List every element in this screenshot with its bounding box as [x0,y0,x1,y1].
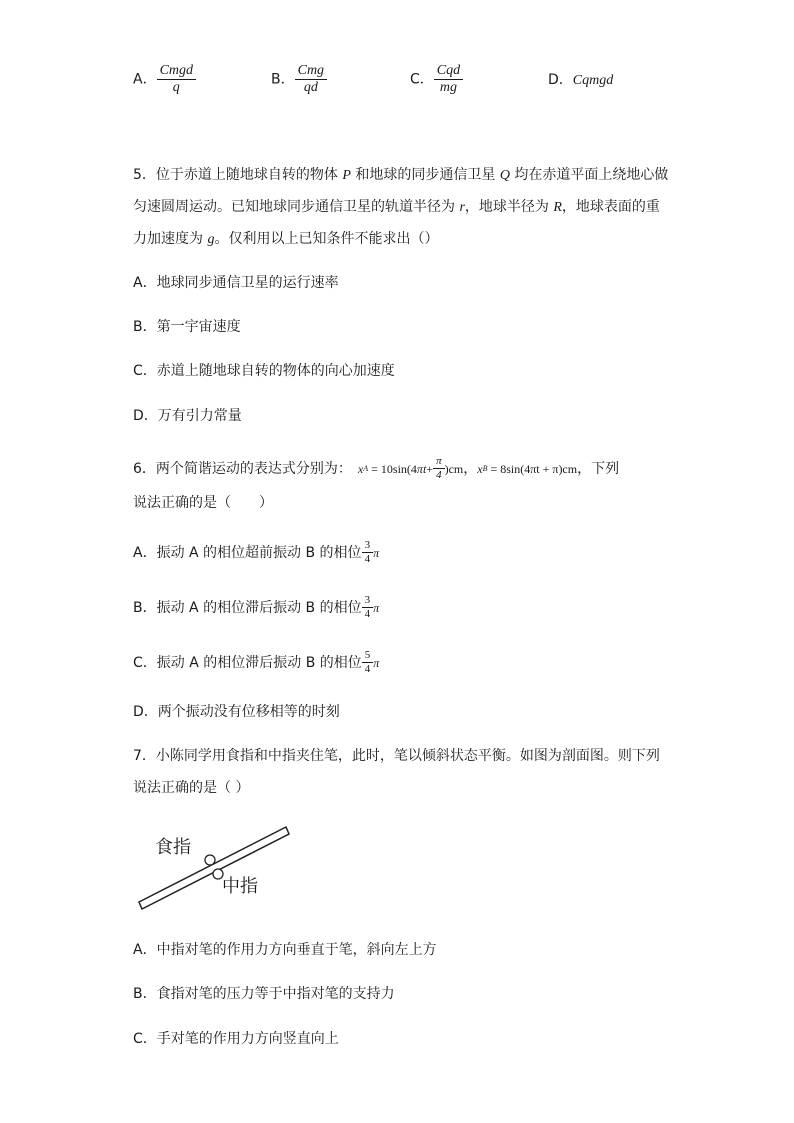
var-R: R [553,200,562,215]
q6-option-a: A．振动 A 的相位超前振动 B 的相位 $\frac{3}{4}$ π [133,539,380,565]
label-middle-finger: 中指 [222,876,258,897]
q6-option-c: C．振动 A 的相位滞后振动 B 的相位 $\frac{5}{4}$ π [133,649,380,675]
expression: Cqmgd [572,73,614,88]
option-label: C． [410,71,434,88]
var-g: g [207,232,215,247]
q4-option-d [548,72,613,89]
fraction: $\frac{5}{4}$ [362,650,374,675]
equation-xb: x B = 8sin(4πt + π)cm [477,461,578,476]
q4-option-b [271,64,327,95]
q6-option-b: B．振动 A 的相位滞后振动 B 的相位 $\frac{3}{4}$ π [133,594,380,620]
q7-stem-line2: 说法正确的是（ ） [133,780,250,796]
label-index-finger: 食指 [155,837,191,858]
fraction: $\frac{3}{4}$ [362,595,374,620]
q6-stem-line1: 6．两个简谐运动的表达式分别为： x A = 10sin(4 π t + $\frac{\pi}{4}$ )cm ， x B = 8sin(4πt + π)cm ，下列 [133,455,620,481]
fraction: $\frac{\text{Cqd}}{mg}$ [434,64,463,95]
q7-option-a: A．中指对笔的作用力方向垂直于笔，斜向左上方 [133,942,437,958]
q4-option-a [133,64,196,95]
q5-option-c: C．赤道上随地球自转的物体的向心加速度 [133,363,395,379]
q6-option-d: D．两个振动没有位移相等的时刻 [133,704,340,720]
q7-option-c: C．手对笔的作用力方向竖直向上 [133,1031,339,1047]
var-q: Q [499,168,510,183]
q5-option-d: D．万有引力常量 [133,408,242,424]
pen-diagram [135,820,305,920]
fraction: $\frac{3}{4}$ [362,540,374,565]
pen-diagram-svg [135,820,305,920]
q7-stem-line1: 7．小陈同学用食指和中指夹住笔，此时，笔以倾斜状态平衡。如图为剖面图。则下列 [133,748,660,764]
q7-option-b: B．食指对笔的压力等于中指对笔的支持力 [133,986,395,1002]
equation-xa: x A = 10sin(4 π t + $\frac{\pi}{4}$ )cm [357,455,464,481]
fraction: $\frac{\text{Cmg}}{qd}$ [295,64,327,95]
fraction: $\frac{\text{Cmgd}}{q}$ [157,64,196,95]
q4-option-c [410,64,463,95]
index-finger-circle [205,855,215,865]
q5-stem-line1: 5．位于赤道上随地球自转的物体 P 和地球的同步通信卫星 Q 均在赤道平面上绕地心做 [133,167,669,183]
var-r: r [459,200,465,215]
option-label: B． [271,71,295,88]
q5-option-a: A．地球同步通信卫星的运行速率 [133,275,339,291]
q6-stem-line2: 说法正确的是（ ） [133,495,273,511]
q5-stem-line2: 匀速圆周运动。已知地球同步通信卫星的轨道半径为 r，地球半径为 R，地球表面的重 [133,199,660,215]
fraction: $\frac{\pi}{4}$ [433,456,445,481]
option-label: A． [133,71,157,88]
q5-stem-line3: 力加速度为 g。仅利用以上已知条件不能求出（） [133,231,439,247]
option-label: D． [548,72,573,88]
q5-option-b: B．第一宇宙速度 [133,319,241,335]
var-p: P [342,168,351,183]
